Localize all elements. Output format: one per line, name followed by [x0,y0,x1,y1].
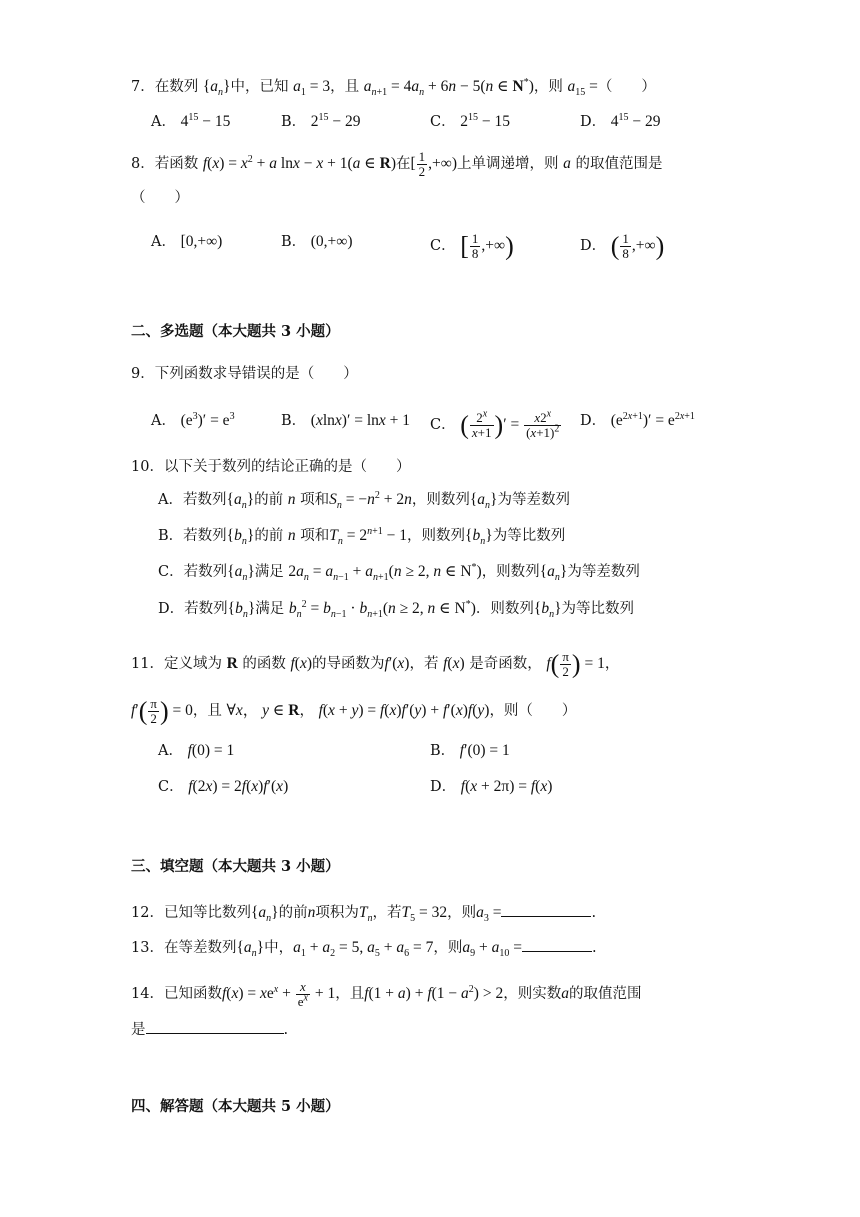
section-heading: 四、解答题（本大题共 5 小题） [131,1098,340,1115]
option-b[interactable]: B． f′(0) = 1 [430,742,510,759]
question-number: 8． [131,156,155,173]
option-c[interactable]: C．若数列$\{a_n\}$满足 $2a_n = a_{n-1} + a_{n+1}(n \ge 2$, n ∈ N*)，则数列$\{a_n\}$为等差数列 [158,561,640,584]
question-8-bracket: （ ） [131,190,189,206]
option-d[interactable]: D． $4^{15} - 29$ [580,111,661,130]
option-a[interactable]: A． $4^{15} - 15$ [151,111,231,130]
question-11: 11．定义域为 R 的函数 f(x)的导函数为f′(x)，若 f(x) 是奇函数， f( $\frac{\pi}{2}$ ) = 1， [131,649,620,679]
option-d[interactable]: D． $(e^{2x+1})' = e^{2x+1}$ [580,410,695,429]
option-b[interactable]: B．若数列$\{b_n\}$的前 n 项和$T_n = 2^{n+1} - 1$，则数列$\{b_n\}$为等比数列 [158,525,566,548]
question-13: 13．在等差数列$\{a_n\}$中，$a_1 + a_2 = 5$, $a_5 + a_6 = 7$，则$a_9 + a_{10}$ = . [131,939,597,960]
answer-blank[interactable] [522,937,592,952]
section-heading: 二、多选题（本大题共 3 小题） [131,323,340,340]
question-14: 14．已知函数$f(x) = xe^x$ + $\frac{x}{e^x}$ + 1，且$f(1 + a) + f(1 - a^2) > 2$，则实数a的取值范围 [131,979,642,1009]
question-9: 9．下列函数求导错误的是（ ） [131,366,358,382]
option-d[interactable]: D．若数列$\{b_n\}$满足 $b_n^2 = b_{n-1} \cdot b_{n+1}(n \ge 2$, n ∈ N*)．则数列$\{b_n\}$为等比数列 [158,598,635,621]
math-sequence-an: $\{a_n\}$ [202,78,231,99]
question-8: 8．若函数 $f(x) = x^2 + a$ lnx − x + 1(a ∈ R)在[ $\frac{1}{2}$ ,+∞)上单调递增，则 a 的取值范围是 [131,149,663,179]
question-11-line2: f′( $\frac{\pi}{2}$ ) = 0，且 ∀x， y ∈ R， f(x + y) = f(x)f′(y) + f′(x)f(y)，则（ ） [131,696,577,726]
option-c[interactable]: C． [ $\frac{1}{8}$ ,+∞) [430,231,514,261]
option-b[interactable]: B． (xlnx)′ = lnx + 1 [281,412,411,429]
math-recurrence: $a_{n+1} = 4a_n + 6n - 5(n$ ∈ N*) [363,76,534,99]
option-d[interactable]: D． f(x + 2π) = f(x) [430,778,553,795]
answer-blank[interactable] [501,902,591,917]
math-a1: $a_1 = 3$ [293,78,331,99]
math-function-f: $f(x) = x^2 + a$ lnx − x + 1(a ∈ R) [202,153,396,173]
math-interval: [ $\frac{1}{2}$ ,+∞) [410,149,457,179]
option-c[interactable]: C． ( $\frac{2^x}{x+1}$ )′ = $\frac{x2^x}{(x+1)^2}$ [430,408,560,440]
math-a15: $a_{15}$ = [567,78,598,99]
option-a[interactable]: A． $(e^3)' = e^3$ [151,410,235,429]
question-12: 12．已知等比数列$\{a_n\}$的前n项积为$T_n$，若$T_5 = 32$，则$a_3$ = . [131,904,597,925]
option-b[interactable]: B． $2^{15} - 29$ [281,111,361,130]
option-d[interactable]: D． ( $\frac{1}{8}$ ,+∞) [580,231,665,261]
option-a[interactable]: A． [0,+∞) [151,233,223,250]
option-a[interactable]: A．若数列$\{a_n\}$的前 n 项和$S_n = -n^2 + 2n$，则数列$\{a_n\}$为等差数列 [158,489,570,512]
question-14-line2: 是 . [131,1019,288,1040]
option-c[interactable]: C． $2^{15} - 15$ [430,111,510,130]
question-number: 7． [131,79,155,95]
section-heading: 三、填空题（本大题共 3 小题） [131,858,340,875]
question-10: 10．以下关于数列的结论正确的是（ ） [131,459,411,475]
question-7: 7．在数列 $\{a_n\}$中，已知 $a_1 = 3$，且 $a_{n+1} = 4a_n + 6n - 5(n$ ∈ N*)，则 $a_{15}$ =（ ） [131,76,656,99]
answer-blank[interactable] [146,1019,284,1034]
option-b[interactable]: B． (0,+∞) [281,233,353,250]
option-a[interactable]: A． f(0) = 1 [158,742,235,759]
option-c[interactable]: C． f(2x) = 2f(x)f′(x) [158,778,289,795]
